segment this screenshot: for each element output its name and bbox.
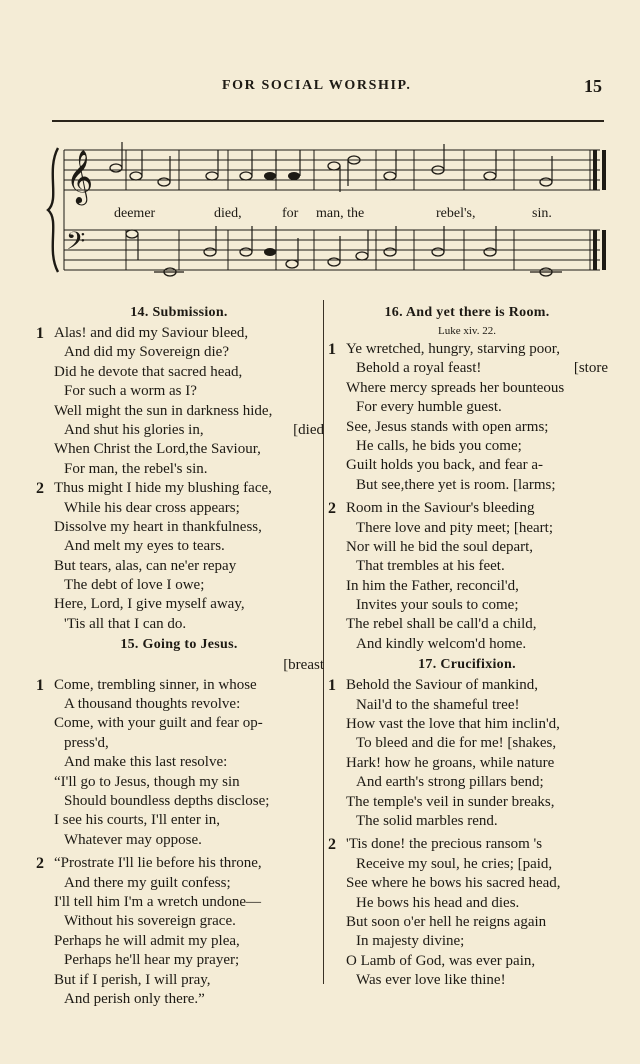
- hymn-line-text: The temple's veil in sunder breaks,: [346, 793, 555, 810]
- hymn-line: [326, 835, 608, 854]
- turnover-word: [store: [573, 360, 608, 377]
- hymn-line-text: O Lamb of God, was ever pain,: [346, 952, 536, 969]
- hymn-line: [34, 971, 324, 990]
- hymn-line: [326, 894, 608, 913]
- header-rule: [52, 120, 604, 122]
- hymn-line: [326, 437, 608, 456]
- hymn-line-text: Behold the Saviour of mankind,: [346, 677, 539, 694]
- hymn-line-text: Well might the sun in darkness hide,: [54, 402, 273, 419]
- hymn-line-text: Did he devote that sacred head,: [54, 363, 243, 380]
- hymn-line: [326, 476, 608, 495]
- hymn-line-text: Nor will he bid the soul depart,: [346, 538, 534, 555]
- hymn-line-text: And earth's strong pillars bend;: [356, 774, 544, 791]
- hymn-line-text: There love and pity meet; [heart;: [356, 519, 553, 536]
- left-column: [34, 302, 324, 1009]
- hymn-line-text: He bows his head and dies.: [356, 894, 520, 911]
- hymn-line-text: I see his courts, I'll enter in,: [54, 812, 220, 829]
- hymn-line-text: “I'll go to Jesus, though my sin: [54, 773, 240, 790]
- hymn-title: 15. Going to Jesus.: [120, 637, 238, 653]
- hymn-line-text: Come, trembling sinner, in whose: [54, 676, 257, 693]
- hymn-line: [326, 596, 608, 615]
- hymn-line-text: Nail'd to the shameful tree!: [356, 696, 520, 713]
- hymn-verses: [326, 340, 608, 495]
- hymn-verses: [34, 479, 324, 634]
- hymn-title: 16. And yet there is Room.: [384, 305, 550, 320]
- verse-number: 1: [328, 341, 336, 358]
- verse-number: 1: [36, 676, 44, 694]
- hymn-line-text: Thus might I hide my blushing face,: [54, 480, 272, 497]
- turnover-word: [breast: [283, 657, 324, 674]
- hymn-line: [326, 676, 608, 695]
- hymn-line: [326, 793, 608, 812]
- hymn-line-text: Perhaps he'll hear my prayer;: [64, 952, 240, 969]
- hymn-line-text: And perish only there.”: [64, 990, 205, 1007]
- hymn-line: [326, 538, 608, 557]
- hymn-line: [34, 656, 324, 675]
- lyric-word: sin.: [532, 206, 552, 221]
- hymn-line-text: Alas! and did my Saviour bleed,: [54, 325, 249, 341]
- hymn-line: [326, 635, 608, 654]
- hymn-line: [326, 577, 608, 596]
- running-title: FOR SOCIAL WORSHIP.: [222, 78, 412, 93]
- hymn-line-text: I'll tell him I'm a wretch undone—: [54, 893, 262, 910]
- hymn-line: [326, 715, 608, 734]
- hymn-line: [34, 932, 324, 951]
- verse-number: 2: [36, 855, 44, 873]
- lyric-word: rebel's,: [436, 206, 476, 221]
- hymn-line: [34, 440, 324, 459]
- hymn-line-text: For every humble guest.: [356, 399, 502, 416]
- hymn-line: [34, 990, 324, 1009]
- svg-text:𝄞: 𝄞: [66, 149, 94, 203]
- hymn-line-text: And did my Sovereign die?: [64, 344, 229, 361]
- hymn-line-text: Hark! how he groans, while nature: [346, 754, 555, 771]
- hymn-line-text: For man, the rebel's sin.: [64, 460, 208, 477]
- hymn-title: 17. Crucifixion.: [418, 657, 516, 673]
- hymn-verses: [34, 656, 324, 850]
- hymn-line-text: The debt of love I owe;: [64, 577, 205, 594]
- hymn-line-text: That trembles at his feet.: [356, 558, 505, 575]
- hymn-line-text: But if I perish, I will pray,: [54, 971, 211, 988]
- hymn-line-text: Without his sovereign grace.: [64, 913, 236, 930]
- hymn-line: [326, 913, 608, 932]
- hymn-line-text: In him the Father, reconcil'd,: [346, 577, 519, 594]
- hymn-line: [34, 695, 324, 714]
- hymn-line: [34, 499, 324, 518]
- hymn-line: [326, 418, 608, 437]
- turnover-word: [died: [293, 421, 324, 438]
- hymn-line-text: 'Tis all that I can do.: [64, 615, 187, 632]
- hymn-line: [326, 615, 608, 634]
- hymn-line-text: Was ever love like thine!: [356, 972, 506, 989]
- hymn-line: [34, 874, 324, 893]
- hymn-line-text: And melt my eyes to tears.: [64, 538, 225, 555]
- verse-number: 2: [328, 836, 336, 854]
- hymn-line-text: In majesty divine;: [356, 933, 465, 950]
- hymn-line-text: How vast the love that him inclin'd,: [346, 716, 560, 733]
- hymn-line: [326, 398, 608, 417]
- hymn-verses: [326, 835, 608, 990]
- verse-number: 2: [328, 500, 336, 518]
- hymn-line-text: “Prostrate I'll lie before his throne,: [54, 855, 262, 872]
- hymn-line: [326, 734, 608, 753]
- hymn-line-text: For such a worm as I?: [64, 383, 197, 400]
- hymn-line-text: Come, with your guilt and fear op-: [54, 715, 263, 732]
- hymn-line-text: Should boundless depths disclose;: [64, 792, 270, 809]
- hymn-line-text: The solid marbles rend.: [356, 812, 498, 829]
- hymn-line-text: But soon o'er hell he reigns again: [346, 913, 547, 930]
- hymn-line: [34, 676, 324, 695]
- hymn-line: [326, 952, 608, 971]
- hymn-line: [326, 855, 608, 874]
- hymn-line: [34, 714, 324, 733]
- lyric-word: deemer: [114, 206, 156, 221]
- hymn-line-text: Where mercy spreads her bounteous: [346, 379, 565, 396]
- hymn-line: [34, 324, 324, 343]
- right-column: [326, 302, 608, 991]
- hymn-line: [326, 519, 608, 538]
- hymn-line-text: And shut his glories in,: [64, 421, 204, 438]
- hymn-line: [326, 754, 608, 773]
- hymn-line-text: And there my guilt confess;: [64, 874, 231, 891]
- hymn-verses: [34, 854, 324, 1009]
- hymn-line: [34, 595, 324, 614]
- hymn-line-text: A thousand thoughts revolve:: [64, 696, 241, 713]
- hymn-line: [326, 773, 608, 792]
- hymn-line: [326, 812, 608, 831]
- hymn-line-text: press'd,: [64, 734, 109, 751]
- hymn-line: [326, 874, 608, 893]
- verse-number: 1: [328, 677, 336, 695]
- svg-text:𝄢: 𝄢: [66, 227, 86, 262]
- page-number: 15: [584, 76, 602, 96]
- hymn-line-text: See, Jesus stands with open arms;: [346, 418, 549, 435]
- hymn-line-text: And make this last resolve:: [64, 754, 228, 771]
- hymn-line: [34, 363, 324, 382]
- hymn-line: [34, 518, 324, 537]
- hymn-line-text: He calls, he bids you come;: [356, 437, 522, 454]
- hymn-line: [326, 379, 608, 398]
- hymn-line: [34, 615, 324, 634]
- hymn-line-text: Guilt holds you back, and fear a-: [346, 457, 544, 474]
- lyric-word: died,: [214, 206, 242, 221]
- verse-number: 1: [36, 325, 44, 342]
- hymn-line-text: Room in the Saviour's bleeding: [346, 500, 535, 517]
- hymn-line: [34, 854, 324, 873]
- hymn-line: [326, 971, 608, 990]
- hymn-line: [326, 456, 608, 475]
- hymn-line-text: Perhaps he will admit my plea,: [54, 932, 240, 949]
- hymn-verses: [326, 499, 608, 654]
- hymn-line: [34, 576, 324, 595]
- hymn-line: [34, 792, 324, 811]
- hymn-line-text: To bleed and die for me! [shakes,: [356, 735, 557, 752]
- hymn-line-text: See where he bows his sacred head,: [346, 875, 561, 892]
- hymn-line-text: Ye wretched, hungry, starving poor,: [346, 341, 560, 357]
- hymn-line: [326, 499, 608, 518]
- hymn-title: 14. Submission.: [130, 305, 228, 320]
- hymn-line-text: While his dear cross appears;: [64, 499, 240, 516]
- hymn-verses: [326, 676, 608, 831]
- hymn-line: [326, 359, 608, 378]
- hymn-line-text: And kindly welcom'd home.: [356, 635, 527, 652]
- hymn-line: [34, 557, 324, 576]
- hymn-line-text: Invites your souls to come;: [356, 597, 519, 614]
- hymn-line: [34, 893, 324, 912]
- hymn-line: [34, 479, 324, 498]
- hymn-line-text: Receive my soul, he cries; [paid,: [356, 855, 553, 872]
- hymn-line-text: Whatever may oppose.: [64, 831, 202, 848]
- hymn-line-text: But see,there yet is room. [larms;: [356, 476, 556, 493]
- scripture-reference: Luke xiv. 22.: [438, 325, 496, 337]
- hymn-line: [326, 340, 608, 359]
- hymn-verses: [34, 324, 324, 479]
- hymn-line: [34, 753, 324, 772]
- hymn-line: [34, 811, 324, 830]
- hymn-line-text: Behold a royal feast!: [356, 360, 482, 377]
- hymn-line: [34, 951, 324, 970]
- running-head: [0, 78, 640, 100]
- lyric-word: for: [282, 206, 299, 221]
- hymn-line: [34, 343, 324, 362]
- hymn-line-text: 'Tis done! the precious ransom 's: [346, 836, 543, 853]
- hymn-line-text: When Christ the Lord,the Saviour,: [54, 441, 261, 458]
- hymn-line-text: Dissolve my heart in thankfulness,: [54, 518, 262, 535]
- hymn-line: [34, 912, 324, 931]
- hymn-line: [34, 421, 324, 440]
- hymn-line: [326, 932, 608, 951]
- verse-number: 2: [36, 480, 44, 498]
- hymn-line-text: Here, Lord, I give myself away,: [54, 596, 245, 613]
- hymn-line: [34, 537, 324, 556]
- hymn-line: [34, 382, 324, 401]
- hymn-line: [34, 831, 324, 850]
- hymn-line-text: But tears, alas, can ne'er repay: [54, 557, 237, 574]
- hymn-line-text: The rebel shall be call'd a child,: [346, 616, 537, 633]
- lyric-row: [44, 206, 614, 224]
- hymn-line: [34, 734, 324, 753]
- hymn-line: [34, 402, 324, 421]
- hymn-line: [34, 460, 324, 479]
- music-notation: [44, 140, 614, 290]
- hymn-line: [326, 696, 608, 715]
- hymn-line: [326, 557, 608, 576]
- lyric-word: man, the: [316, 206, 365, 221]
- hymn-line: [34, 773, 324, 792]
